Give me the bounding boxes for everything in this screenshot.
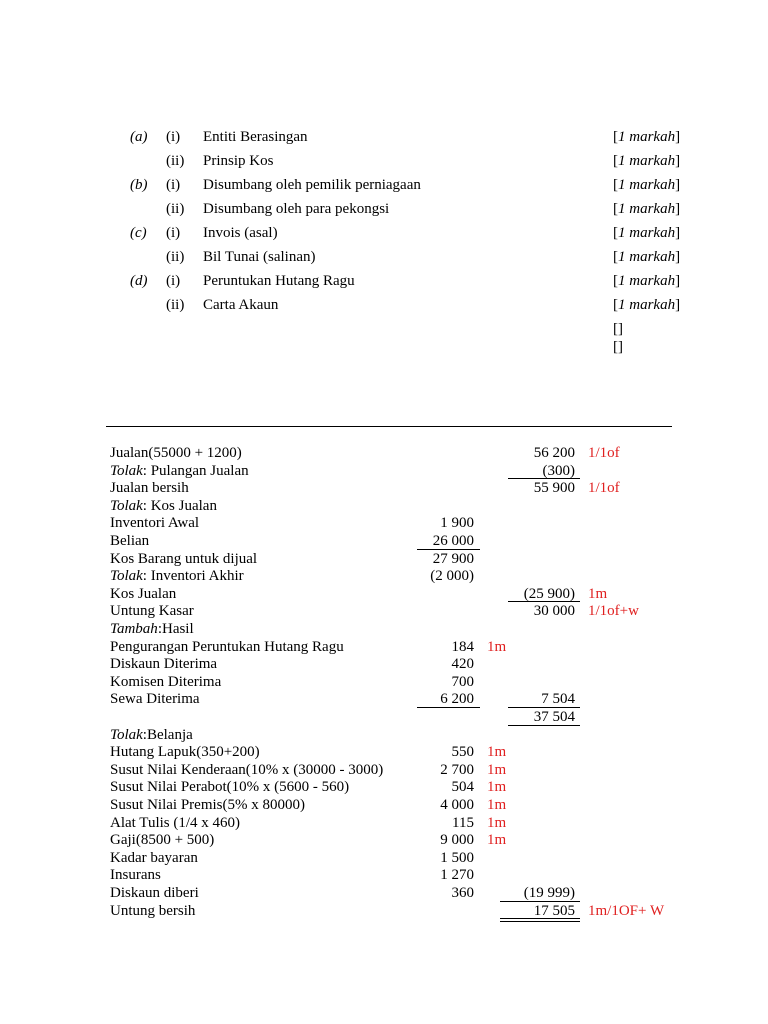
label-text: Kos Jualan [110, 586, 177, 602]
account-label [110, 567, 244, 585]
mark-allocation: [1 markah] [613, 273, 681, 289]
answer-sub: (ii) [166, 297, 185, 313]
amount-col-2: 7 504 [541, 691, 575, 707]
amount-col-1: 504 [451, 779, 474, 795]
mark-note: 1m [487, 762, 507, 778]
mark-allocation: [1 markah] [613, 129, 681, 145]
label-text: Insurans [110, 867, 161, 883]
account-label [110, 831, 214, 849]
label-text: Belian [110, 533, 150, 549]
underline-rule [500, 921, 580, 922]
account-label [110, 655, 217, 673]
amount-col-2: 17 505 [533, 903, 575, 919]
account-label [110, 620, 194, 638]
label-text: : Pulangan Jualan [142, 463, 249, 479]
amount-col-2: (300) [542, 463, 575, 479]
amount-col-1: 184 [451, 639, 474, 655]
account-label [110, 514, 199, 532]
mark-note: 1m [487, 639, 507, 655]
answer-text: Disumbang oleh para pekongsi [203, 201, 390, 217]
label-emphasis: Tolak [110, 463, 143, 479]
answer-text: Prinsip Kos [203, 153, 274, 169]
answer-part: (b) [130, 177, 148, 193]
answer-text: Carta Akaun [203, 297, 279, 313]
underline-rule [508, 725, 580, 726]
mark-note: 1m/1OF+ W [588, 903, 665, 919]
answer-text: Bil Tunai (salinan) [203, 249, 316, 265]
mark-note: 1/1of [588, 480, 620, 496]
answer-text: Peruntukan Hutang Ragu [203, 273, 355, 289]
label-text: Untung bersih [110, 903, 196, 919]
amount-col-1: 1 900 [440, 515, 474, 531]
label-text: Pengurangan Peruntukan Hutang Ragu [110, 639, 344, 655]
label-text: : Kos Jualan [142, 498, 217, 514]
amount-col-1: 1 500 [440, 850, 474, 866]
amount-col-2: 30 000 [533, 603, 575, 619]
account-label [110, 884, 199, 902]
label-text: Jualan bersih [110, 480, 189, 496]
mark-text: 1 markah [618, 177, 676, 193]
amount-col-1: 420 [451, 656, 474, 672]
account-label [110, 585, 176, 603]
label-text: Jualan(55000 + 1200) [110, 445, 242, 461]
label-text: Susut Nilai Premis(5% x 80000) [110, 797, 305, 813]
label-text: Sewa Diterima [110, 691, 200, 707]
answer-sub: (ii) [166, 153, 185, 169]
label-text: Susut Nilai Perabot(10% x (5600 - 560) [110, 779, 350, 795]
label-text: : Inventori Akhir [142, 568, 244, 584]
account-label [110, 602, 194, 620]
mark-text: 1 markah [618, 273, 676, 289]
answer-sub: (i) [166, 129, 181, 145]
label-text: :Belanja [142, 727, 193, 743]
mark-allocation: [] [613, 321, 623, 337]
answer-sub: (ii) [166, 249, 185, 265]
mark-note: 1m [487, 815, 507, 831]
underline-rule [508, 707, 580, 708]
underline-rule [500, 901, 580, 902]
label-text: Diskaun Diterima [110, 656, 218, 672]
label-emphasis: Tambah [110, 621, 158, 637]
account-label [110, 814, 240, 832]
amount-col-1: 26 000 [432, 533, 474, 549]
mark-text: 1 markah [618, 129, 676, 145]
label-text: Inventori Awal [110, 515, 200, 531]
title-underline [106, 426, 672, 427]
underline-rule [508, 601, 580, 602]
label-text: Alat Tulis (1/4 x 460) [110, 815, 241, 831]
amount-col-2: (25 900) [523, 586, 575, 602]
label-text: Susut Nilai Kenderaan(10% x (30000 - 3000) [110, 762, 384, 778]
label-emphasis: Tolak [110, 568, 143, 584]
amount-col-2: 37 504 [533, 709, 575, 725]
account-label [110, 673, 221, 691]
answer-sub: (ii) [166, 201, 185, 217]
amount-col-1: 4 000 [440, 797, 474, 813]
underline-rule [417, 549, 480, 550]
amount-col-2: 56 200 [533, 445, 575, 461]
label-text: :Hasil [157, 621, 194, 637]
mark-note: 1/1of [588, 445, 620, 461]
mark-allocation: [1 markah] [613, 297, 681, 313]
label-emphasis: Tolak [110, 727, 143, 743]
account-label [110, 497, 217, 515]
answer-sub: (i) [166, 177, 181, 193]
account-label [110, 532, 149, 550]
label-text: Untung Kasar [110, 603, 194, 619]
account-label [110, 796, 305, 814]
underline-rule [417, 707, 480, 708]
mark-note: 1m [487, 832, 507, 848]
mark-allocation: [1 markah] [613, 153, 681, 169]
label-text: Gaji(8500 + 500) [110, 832, 215, 848]
label-text: Kos Barang untuk dijual [110, 551, 258, 567]
account-label [110, 726, 193, 744]
mark-text: 1 markah [618, 249, 676, 265]
mark-allocation: [1 markah] [613, 201, 681, 217]
mark-allocation: [1 markah] [613, 249, 681, 265]
account-label [110, 866, 161, 884]
account-label [110, 550, 257, 568]
answer-text: Invois (asal) [203, 225, 278, 241]
mark-note: 1m [487, 744, 507, 760]
mark-note: 1m [588, 586, 608, 602]
underline-rule [500, 918, 580, 919]
amount-col-1: (2 000) [430, 568, 474, 584]
amount-col-1: 115 [452, 815, 474, 831]
answer-part: (a) [130, 129, 148, 145]
account-label [110, 690, 200, 708]
amount-col-1: 700 [451, 674, 474, 690]
amount-col-2: 55 900 [533, 480, 575, 496]
amount-col-1: 27 900 [432, 551, 474, 567]
amount-col-1: 6 200 [440, 691, 474, 707]
mark-text: 1 markah [618, 297, 676, 313]
label-text: Hutang Lapuk(350+200) [110, 744, 260, 760]
amount-col-1: 9 000 [440, 832, 474, 848]
label-text: Komisen Diterima [110, 674, 222, 690]
account-label [110, 444, 242, 462]
mark-text: 1 markah [618, 225, 676, 241]
mark-allocation: [1 markah] [613, 225, 681, 241]
account-label [110, 778, 349, 796]
account-label [110, 761, 383, 779]
mark-note: 1m [487, 779, 507, 795]
account-label [110, 849, 198, 867]
label-text: Diskaun diberi [110, 885, 199, 901]
mark-text: 1 markah [618, 153, 676, 169]
label-text: Kadar bayaran [110, 850, 198, 866]
answer-sub: (i) [166, 273, 181, 289]
mark-note: 1/1of+w [588, 603, 639, 619]
answer-part: (d) [130, 273, 148, 289]
answer-part: (c) [130, 225, 147, 241]
account-label [110, 479, 189, 497]
amount-col-1: 360 [451, 885, 474, 901]
amount-col-1: 2 700 [440, 762, 474, 778]
mark-allocation: [] [613, 339, 623, 355]
account-label [110, 743, 260, 761]
underline-rule [508, 478, 580, 479]
mark-note: 1m [487, 797, 507, 813]
account-label [110, 902, 195, 920]
answer-sub: (i) [166, 225, 181, 241]
label-emphasis: Tolak [110, 498, 143, 514]
mark-text: 1 markah [618, 201, 676, 217]
mark-allocation: [1 markah] [613, 177, 681, 193]
answer-text: Entiti Berasingan [203, 129, 308, 145]
account-label [110, 462, 249, 480]
amount-col-2: (19 999) [523, 885, 575, 901]
amount-col-1: 550 [451, 744, 474, 760]
account-label [110, 638, 344, 656]
amount-col-1: 1 270 [440, 867, 474, 883]
answer-text: Disumbang oleh pemilik perniagaan [203, 177, 421, 193]
